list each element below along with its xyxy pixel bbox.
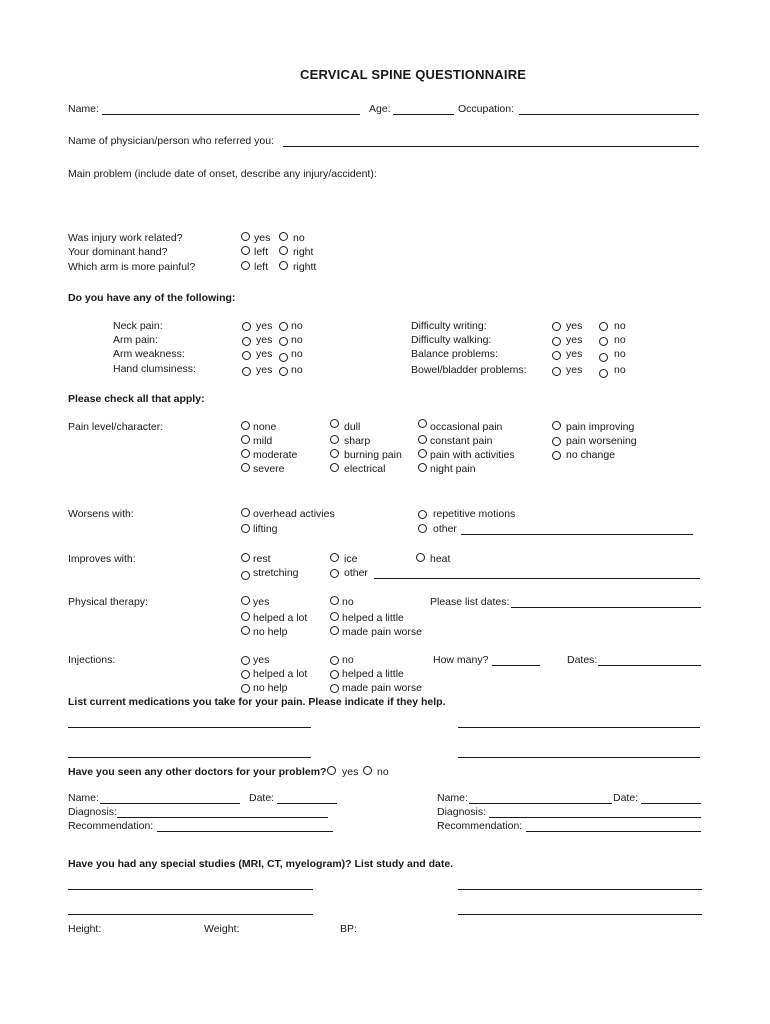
worsens-lifting-radio[interactable] [241, 524, 250, 533]
medication-line[interactable] [458, 757, 700, 758]
pain-option-label: severe [253, 463, 285, 475]
symptom-label: Balance problems: [411, 348, 498, 360]
injections-label: Injections: [68, 654, 116, 666]
doctor2-diagnosis-field[interactable] [489, 817, 701, 818]
worsens-overhead-radio[interactable] [241, 508, 250, 517]
inj-option-label: yes [253, 654, 270, 666]
height-label: Height: [68, 923, 102, 935]
yes-label: yes [566, 364, 583, 376]
pt-helped-little-radio[interactable] [330, 612, 339, 621]
improves-option-label: other [344, 567, 368, 579]
study-line[interactable] [458, 889, 702, 890]
pain-option-label: sharp [344, 435, 371, 447]
worsens-option-label: overhead activies [253, 508, 335, 520]
neck-pain-yes-radio[interactable] [242, 322, 251, 331]
age-field[interactable] [393, 114, 454, 115]
doctor-recommendation-label: Recommendation: [68, 820, 154, 832]
other-doctors-no-label: no [377, 766, 389, 778]
doctor2-recommendation-field[interactable] [526, 831, 701, 832]
yes-label: yes [256, 348, 273, 360]
improves-rest-radio[interactable] [241, 553, 250, 562]
work-related-label: Was injury work related? [68, 232, 183, 244]
pt-option-label: yes [253, 596, 270, 608]
arm-weakness-yes-radio[interactable] [242, 351, 251, 360]
symptoms-heading: Do you have any of the following: [68, 292, 236, 304]
studies-heading: Have you had any special studies (MRI, CT, myelogram)? List study and date. [68, 858, 454, 870]
pain-worsening-radio[interactable] [552, 437, 561, 446]
work-related-no-label: no [293, 232, 305, 244]
yes-label: yes [566, 334, 583, 346]
name-label: Name: [68, 103, 99, 115]
pain-option-label: moderate [253, 449, 298, 461]
medication-line[interactable] [68, 757, 311, 758]
doctor-diagnosis-label: Diagnosis: [68, 806, 118, 818]
worsens-option-label: lifting [253, 523, 278, 535]
doctor-date-label: Date: [613, 792, 639, 804]
other-doctors-yes-radio[interactable] [327, 766, 336, 775]
yes-label: yes [256, 364, 273, 376]
worsens-option-label: repetitive motions [433, 508, 516, 520]
painful-arm-left-radio[interactable] [241, 261, 250, 270]
pain-option-label: occasional pain [430, 421, 503, 433]
dominant-hand-label: Your dominant hand? [68, 246, 168, 258]
arm-pain-yes-radio[interactable] [242, 337, 251, 346]
doctor-name-label: Name: [437, 792, 468, 804]
doctor-date-label: Date: [249, 792, 275, 804]
medication-line[interactable] [458, 727, 700, 728]
work-related-no-radio[interactable] [279, 232, 288, 241]
doctor-name-label: Name: [68, 792, 99, 804]
other-doctors-yes-label: yes [342, 766, 359, 778]
painful-arm-label: Which arm is more painful? [68, 261, 196, 273]
inj-helped-lot-radio[interactable] [241, 670, 250, 679]
worsens-repetitive-radio[interactable] [418, 510, 427, 519]
doctor-recommendation-label: Recommendation: [437, 820, 523, 832]
physical-therapy-label: Physical therapy: [68, 596, 148, 608]
doctor1-date-field[interactable] [277, 803, 337, 804]
pain-occasional-radio[interactable] [418, 419, 427, 428]
difficulty-writing-no-radio[interactable] [599, 322, 608, 331]
improves-option-label: rest [253, 553, 271, 565]
pt-no-radio[interactable] [330, 596, 339, 605]
yes-label: yes [566, 348, 583, 360]
inj-yes-radio[interactable] [241, 656, 250, 665]
difficulty-writing-yes-radio[interactable] [552, 322, 561, 331]
pain-option-label: none [253, 421, 277, 433]
balance-problems-no-radio[interactable] [599, 353, 608, 362]
worsens-label: Worsens with: [68, 508, 134, 520]
name-field[interactable] [102, 114, 360, 115]
worsens-other-field[interactable] [461, 534, 693, 535]
symptom-label: Bowel/bladder problems: [411, 364, 527, 376]
doctor1-diagnosis-field[interactable] [117, 817, 328, 818]
improves-heat-radio[interactable] [416, 553, 425, 562]
symptom-label: Arm weakness: [113, 348, 185, 360]
pain-severe-radio[interactable] [241, 463, 250, 472]
other-doctors-question: Have you seen any other doctors for your problem? [68, 766, 327, 778]
improves-other-field[interactable] [374, 578, 700, 579]
improves-label: Improves with: [68, 553, 136, 565]
yes-label: yes [566, 320, 583, 332]
pt-option-label: helped a little [342, 612, 404, 624]
study-line[interactable] [458, 914, 702, 915]
no-label: no [614, 334, 626, 346]
bowel-bladder-no-radio[interactable] [599, 369, 608, 378]
improves-other-radio[interactable] [330, 569, 339, 578]
inj-option-label: made pain worse [342, 682, 422, 694]
bowel-bladder-yes-radio[interactable] [552, 367, 561, 376]
pain-moderate-radio[interactable] [241, 449, 250, 458]
symptom-label: Arm pain: [113, 334, 158, 346]
pain-option-label: pain improving [566, 421, 635, 433]
pain-option-label: constant pain [430, 435, 493, 447]
no-label: no [291, 334, 303, 346]
improves-option-label: ice [344, 553, 358, 565]
pt-helped-lot-radio[interactable] [241, 612, 250, 621]
injection-dates-field[interactable] [598, 665, 701, 666]
symptom-label: Hand clumsiness: [113, 363, 196, 375]
arm-pain-no-radio[interactable] [279, 337, 288, 346]
difficulty-walking-no-radio[interactable] [599, 337, 608, 346]
improves-option-label: heat [430, 553, 451, 565]
page-title: CERVICAL SPINE QUESTIONNAIRE [300, 67, 527, 82]
neck-pain-no-radio[interactable] [279, 322, 288, 331]
pain-constant-radio[interactable] [418, 435, 427, 444]
dominant-hand-left-label: left [254, 246, 269, 258]
age-label: Age: [369, 103, 391, 115]
pain-option-label: dull [344, 421, 361, 433]
pain-activities-radio[interactable] [418, 449, 427, 458]
no-label: no [614, 320, 626, 332]
hand-clumsiness-no-radio[interactable] [279, 367, 288, 376]
main-problem-label: Main problem (include date of onset, describe any injury/accident): [68, 168, 377, 180]
pt-dates-label: Please list dates: [430, 596, 510, 608]
improves-stretching-radio[interactable] [241, 571, 250, 580]
occupation-field[interactable] [519, 114, 699, 115]
pt-option-label: made pain worse [342, 626, 422, 638]
inj-option-label: helped a lot [253, 668, 308, 680]
pain-mild-radio[interactable] [241, 435, 250, 444]
pain-option-label: electrical [344, 463, 386, 475]
yes-label: yes [256, 320, 273, 332]
pain-night-radio[interactable] [418, 463, 427, 472]
improves-ice-radio[interactable] [330, 553, 339, 562]
bp-label: BP: [340, 923, 357, 935]
inj-no-radio[interactable] [330, 656, 339, 665]
pain-burning-radio[interactable] [330, 449, 339, 458]
pain-none-radio[interactable] [241, 421, 250, 430]
inj-no-help-radio[interactable] [241, 684, 250, 693]
inj-option-label: helped a little [342, 668, 404, 680]
check-heading: Please check all that apply: [68, 393, 205, 405]
painful-arm-right-radio[interactable] [279, 261, 288, 270]
pain-dull-radio[interactable] [330, 419, 339, 428]
hand-clumsiness-yes-radio[interactable] [242, 367, 251, 376]
dominant-hand-left-radio[interactable] [241, 246, 250, 255]
no-label: no [291, 348, 303, 360]
doctor-diagnosis-label: Diagnosis: [437, 806, 487, 818]
doctor1-recommendation-field[interactable] [157, 831, 333, 832]
symptom-label: Neck pain: [113, 320, 163, 332]
pt-option-label: helped a lot [253, 612, 308, 624]
how-many-field[interactable] [492, 665, 540, 666]
pt-option-label: no help [253, 626, 288, 638]
pain-option-label: burning pain [344, 449, 402, 461]
inj-option-label: no [342, 654, 354, 666]
balance-problems-yes-radio[interactable] [552, 351, 561, 360]
dominant-hand-right-label: right [293, 246, 314, 258]
pain-sharp-radio[interactable] [330, 435, 339, 444]
medications-heading: List current medications you take for your pain. Please indicate if they help. [68, 696, 446, 708]
inj-worse-radio[interactable] [330, 684, 339, 693]
pain-level-label: Pain level/character: [68, 421, 164, 433]
pt-yes-radio[interactable] [241, 596, 250, 605]
injection-dates-label: Dates: [567, 654, 598, 666]
painful-arm-right-label: rightt [293, 261, 317, 273]
work-related-yes-label: yes [254, 232, 271, 244]
weight-label: Weight: [204, 923, 240, 935]
other-doctors-no-radio[interactable] [363, 766, 372, 775]
painful-arm-left-label: left [254, 261, 269, 273]
study-line[interactable] [68, 914, 313, 915]
pain-no-change-radio[interactable] [552, 451, 561, 460]
no-label: no [291, 320, 303, 332]
doctor1-name-field[interactable] [100, 803, 240, 804]
study-line[interactable] [68, 889, 313, 890]
inj-helped-little-radio[interactable] [330, 670, 339, 679]
pain-option-label: pain worsening [566, 435, 637, 447]
arm-weakness-no-radio[interactable] [279, 353, 288, 362]
pt-worse-radio[interactable] [330, 626, 339, 635]
improves-option-label: stretching [253, 567, 299, 579]
work-related-yes-radio[interactable] [241, 232, 250, 241]
pain-option-label: no change [566, 449, 616, 461]
how-many-label: How many? [433, 654, 489, 666]
doctor2-date-field[interactable] [641, 803, 701, 804]
dominant-hand-right-radio[interactable] [279, 246, 288, 255]
medication-line[interactable] [68, 727, 311, 728]
pt-dates-field[interactable] [511, 607, 701, 608]
physician-field[interactable] [283, 146, 699, 147]
no-label: no [614, 348, 626, 360]
pain-option-label: night pain [430, 463, 476, 475]
worsens-other-radio[interactable] [418, 524, 427, 533]
doctor2-name-field[interactable] [469, 803, 612, 804]
pain-electrical-radio[interactable] [330, 463, 339, 472]
no-label: no [614, 364, 626, 376]
difficulty-walking-yes-radio[interactable] [552, 337, 561, 346]
worsens-option-label: other [433, 523, 457, 535]
no-label: no [291, 364, 303, 376]
yes-label: yes [256, 334, 273, 346]
pain-option-label: mild [253, 435, 273, 447]
symptom-label: Difficulty writing: [411, 320, 487, 332]
symptom-label: Difficulty walking: [411, 334, 492, 346]
pain-option-label: pain with activities [430, 449, 515, 461]
inj-option-label: no help [253, 682, 288, 694]
physician-label: Name of physician/person who referred you: [68, 135, 275, 147]
pt-option-label: no [342, 596, 354, 608]
pain-improving-radio[interactable] [552, 421, 561, 430]
occupation-label: Occupation: [458, 103, 515, 115]
pt-no-help-radio[interactable] [241, 626, 250, 635]
